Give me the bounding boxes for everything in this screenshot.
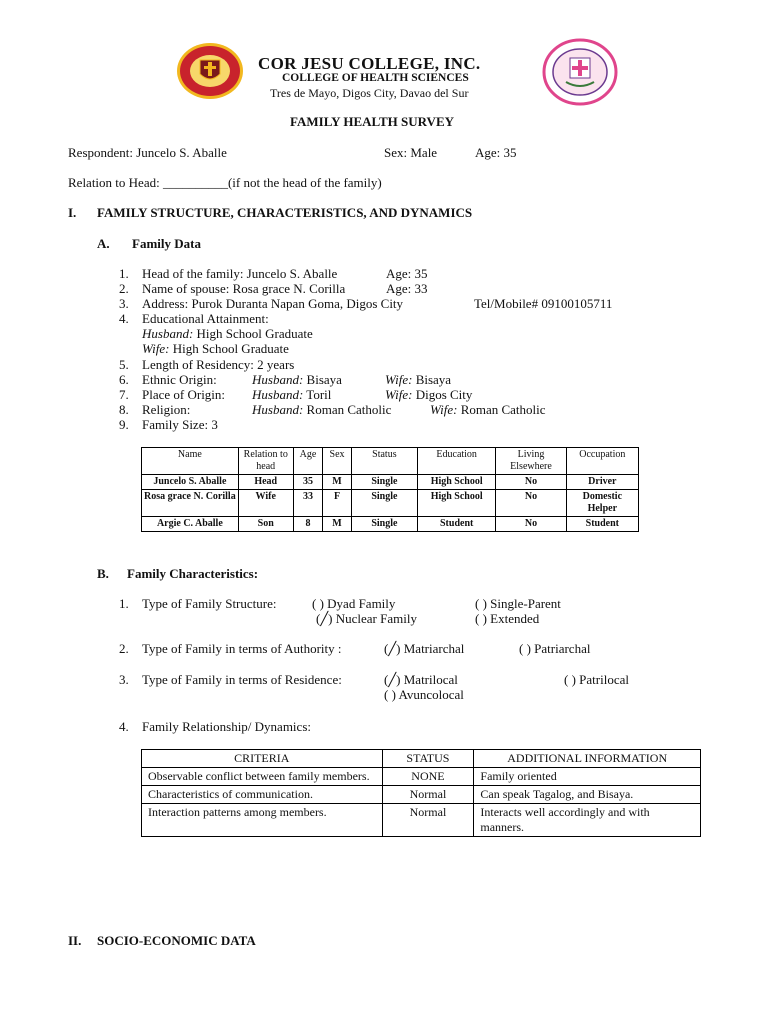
table-cell: Argie C. Aballe — [142, 517, 239, 532]
religion-husband — [252, 402, 391, 418]
wife-label: Wife: — [385, 387, 413, 402]
table-cell: Normal — [382, 786, 474, 804]
address: Address: Purok Duranta Napan Goma, Digos City — [142, 296, 404, 311]
table-cell: Can speak Tagalog, and Bisaya. — [474, 786, 701, 804]
table-cell: Head — [238, 475, 293, 490]
item-number: 4. — [119, 719, 129, 734]
table-header-row — [142, 750, 701, 768]
respondent-name: Respondent: Juncelo S. Aballe — [68, 145, 227, 160]
wife-education-row — [142, 341, 289, 357]
subsection-a-title: Family Data — [132, 236, 201, 251]
health-sciences-seal — [542, 38, 618, 106]
religion-label: Religion: — [142, 402, 191, 417]
table-cell: 8 — [293, 517, 323, 532]
option-extended: ( ) Extended — [475, 611, 540, 626]
table-cell: Single — [351, 490, 417, 517]
table-cell: Normal — [382, 804, 474, 837]
respondent-sex: Sex: Male — [384, 145, 438, 160]
spouse-name: Name of spouse: Rosa grace N. Corilla — [142, 281, 346, 296]
place-wife — [385, 387, 472, 403]
table-row — [142, 490, 639, 517]
item-number: 1. — [119, 596, 129, 611]
option-avuncolocal: ( ) Avuncolocal — [384, 687, 464, 702]
option-patriarchal: ( ) Patriarchal — [519, 641, 591, 656]
table-row — [142, 804, 701, 837]
table-header-row — [142, 448, 639, 475]
option-patrilocal: ( ) Patrilocal — [564, 672, 629, 687]
option-dyad-family: ( ) Dyad Family — [312, 596, 396, 611]
table-cell: F — [323, 490, 352, 517]
option-single-parent: ( ) Single-Parent — [475, 596, 561, 611]
wife-label: Wife: — [142, 341, 170, 356]
telephone: Tel/Mobile# 09100105711 — [474, 296, 613, 311]
authority-question: Type of Family in terms of Authority : — [142, 641, 342, 656]
column-header: Status — [351, 448, 417, 475]
husband-label: Husband: — [252, 402, 304, 417]
educational-attainment: Educational Attainment: — [142, 311, 269, 326]
table-cell: High School — [417, 475, 495, 490]
table-cell: Single — [351, 517, 417, 532]
table-cell: Rosa grace N. Corilla — [142, 490, 239, 517]
family-size: Family Size: 3 — [142, 417, 218, 432]
ethnic-wife — [385, 372, 451, 388]
column-header: CRITERIA — [142, 750, 383, 768]
column-header: Education — [417, 448, 495, 475]
place-wife-value: Digos City — [412, 387, 473, 402]
subsection-b-number: B. — [97, 566, 109, 581]
column-header: Relation to head — [238, 448, 293, 475]
item-number: 5. — [119, 357, 129, 372]
item-number: 2. — [119, 281, 129, 296]
item-number: 7. — [119, 387, 129, 402]
section-1-title: FAMILY STRUCTURE, CHARACTERISTICS, AND DYNAMICS — [97, 205, 473, 220]
table-cell: M — [323, 475, 352, 490]
wife-education: High School Graduate — [169, 341, 289, 356]
wife-label: Wife: — [430, 402, 458, 417]
religion-husband-value: Roman Catholic — [303, 402, 392, 417]
table-cell: Wife — [238, 490, 293, 517]
option-nuclear-family: (╱) Nuclear Family — [316, 611, 417, 626]
column-header: STATUS — [382, 750, 474, 768]
husband-education: High School Graduate — [193, 326, 313, 341]
table-cell: No — [496, 517, 566, 532]
item-number: 3. — [119, 296, 129, 311]
section-2-title: SOCIO-ECONOMIC DATA — [97, 933, 256, 948]
table-row — [142, 475, 639, 490]
dynamics-question: Family Relationship/ Dynamics: — [142, 719, 311, 734]
head-age: Age: 35 — [386, 266, 428, 281]
column-header: Name — [142, 448, 239, 475]
item-number: 1. — [119, 266, 129, 281]
table-cell: Juncelo S. Aballe — [142, 475, 239, 490]
table-cell: Student — [566, 517, 638, 532]
table-cell: Characteristics of communication. — [142, 786, 383, 804]
table-cell: Student — [417, 517, 495, 532]
section-2-number: II. — [68, 933, 82, 948]
table-cell: Family oriented — [474, 768, 701, 786]
table-cell: Single — [351, 475, 417, 490]
option-matriarchal: (╱) Matriarchal — [384, 641, 465, 656]
item-number: 3. — [119, 672, 129, 687]
ethnic-wife-value: Bisaya — [412, 372, 452, 387]
column-header: Occupation — [566, 448, 638, 475]
ethnic-husband-value: Bisaya — [303, 372, 342, 387]
religion-wife — [430, 402, 546, 418]
spouse-age: Age: 33 — [386, 281, 428, 296]
survey-title: FAMILY HEALTH SURVEY — [290, 114, 455, 129]
college-name: COR JESU COLLEGE, INC. — [258, 54, 481, 73]
table-cell: 33 — [293, 490, 323, 517]
table-cell: 35 — [293, 475, 323, 490]
subsection-a-number: A. — [97, 236, 110, 251]
option-matrilocal: (╱) Matrilocal — [384, 672, 458, 687]
place-husband-value: Toril — [303, 387, 332, 402]
table-row — [142, 768, 701, 786]
husband-label: Husband: — [252, 387, 304, 402]
husband-label: Husband: — [252, 372, 304, 387]
item-number: 2. — [119, 641, 129, 656]
table-cell: Son — [238, 517, 293, 532]
respondent-age: Age: 35 — [475, 145, 517, 160]
table-cell: M — [323, 517, 352, 532]
department-name: COLLEGE OF HEALTH SCIENCES — [282, 72, 469, 84]
subsection-b-title: Family Characteristics: — [127, 566, 259, 581]
item-number: 8. — [119, 402, 129, 417]
ethnic-origin-label: Ethnic Origin: — [142, 372, 217, 387]
item-number: 6. — [119, 372, 129, 387]
table-row — [142, 786, 701, 804]
table-cell: Interaction patterns among members. — [142, 804, 383, 837]
husband-label: Husband: — [142, 326, 194, 341]
column-header: Age — [293, 448, 323, 475]
column-header: Living Elsewhere — [496, 448, 566, 475]
item-number: 4. — [119, 311, 129, 326]
table-cell: NONE — [382, 768, 474, 786]
place-of-origin-label: Place of Origin: — [142, 387, 226, 402]
table-cell: No — [496, 475, 566, 490]
section-1-number: I. — [68, 205, 77, 220]
table-cell: No — [496, 490, 566, 517]
family-members-table — [141, 447, 639, 532]
college-address: Tres de Mayo, Digos City, Davao del Sur — [270, 86, 469, 100]
table-row — [142, 517, 639, 532]
head-of-family: Head of the family: Juncelo S. Aballe — [142, 266, 338, 281]
column-header: ADDITIONAL INFORMATION — [474, 750, 701, 768]
table-cell: High School — [417, 490, 495, 517]
cor-jesu-college-seal — [176, 42, 244, 100]
ethnic-husband — [252, 372, 342, 388]
relation-to-head: Relation to Head: __________(if not the head of the family) — [68, 175, 382, 190]
residence-question: Type of Family in terms of Residence: — [142, 672, 342, 687]
wife-label: Wife: — [385, 372, 413, 387]
place-husband — [252, 387, 331, 403]
length-of-residency: Length of Residency: 2 years — [142, 357, 295, 372]
column-header: Sex — [323, 448, 352, 475]
husband-education-row — [142, 326, 313, 342]
item-number: 9. — [119, 417, 129, 432]
table-cell: Domestic Helper — [566, 490, 638, 517]
family-dynamics-table — [141, 749, 701, 837]
table-cell: Driver — [566, 475, 638, 490]
table-cell: Observable conflict between family members. — [142, 768, 383, 786]
table-cell: Interacts well accordingly and with manners. — [474, 804, 701, 837]
religion-wife-value: Roman Catholic — [457, 402, 546, 417]
family-structure-question: Type of Family Structure: — [142, 596, 277, 611]
